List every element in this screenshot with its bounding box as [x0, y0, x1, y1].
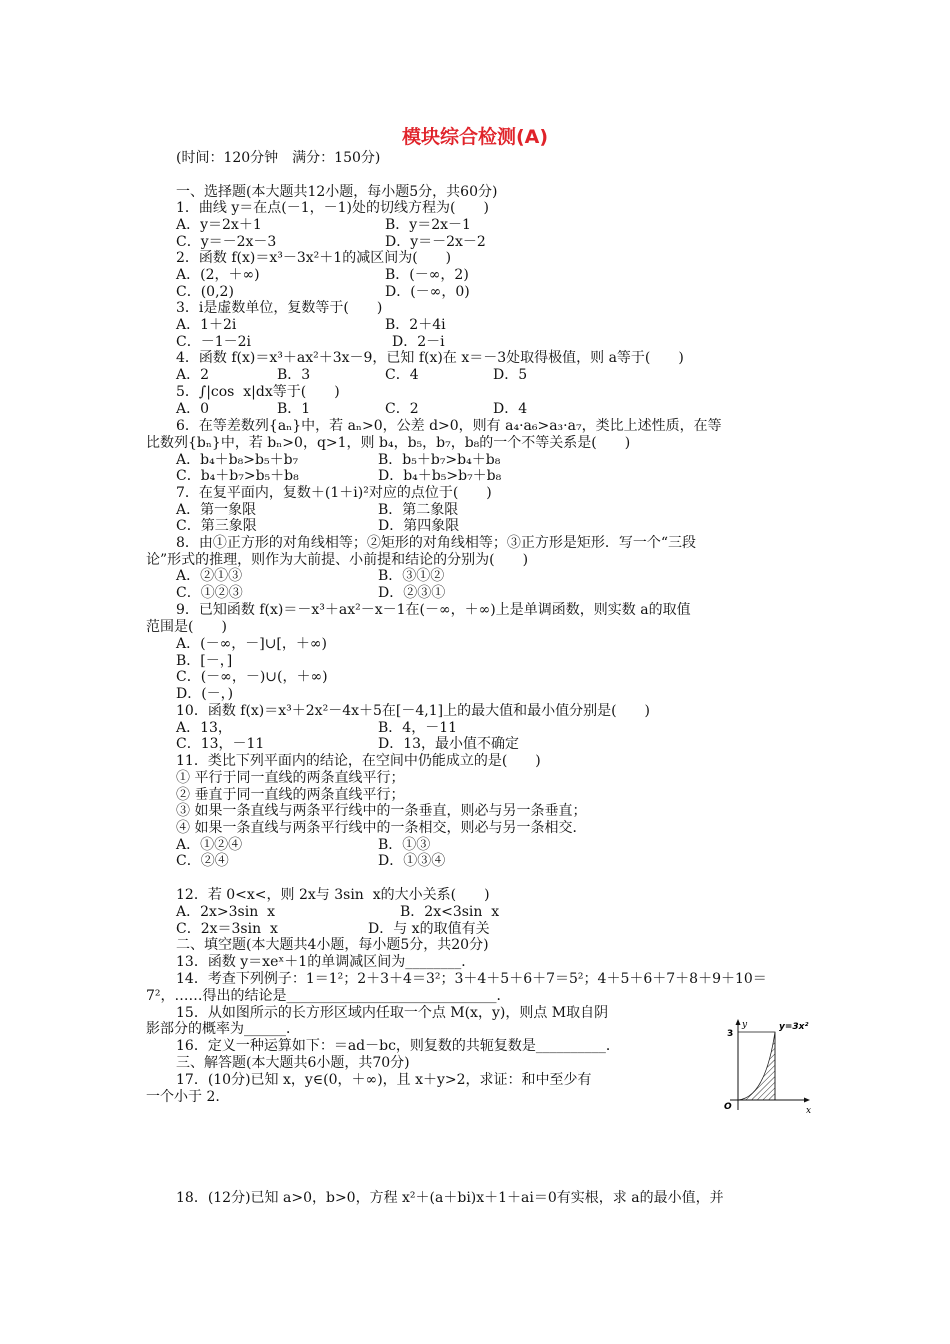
- question-12-option-b: B．2x<3sin x: [400, 904, 500, 920]
- page-title: 模块综合检测(A): [401, 126, 549, 148]
- question-2-stem: 2．函数 f(x)＝x³－3x²＋1的减区间为( ): [176, 250, 452, 266]
- tick-label-3: 3: [727, 1029, 734, 1039]
- question-6-option-b: B．b₅＋b₇>b₄＋b₈: [378, 452, 501, 468]
- question-4-stem: 4．函数 f(x)＝x³＋ax²＋3x－9，已知 f(x)在 x＝－3处取得极值，则 a等于( ): [176, 350, 684, 366]
- question-7-stem: 7．在复平面内，复数＋(1＋i)²对应的点位于( ): [176, 485, 492, 501]
- question-14-line-1: 14．考查下列例子：1＝1²；2＋3＋4＝3²；3＋4＋5＋6＋7＝5²；4＋5＋6＋7＋8＋9＋10＝: [176, 971, 767, 987]
- question-7-option-a: A．第一象限: [176, 502, 257, 518]
- question-15-line-2: 影部分的概率为______．: [146, 1021, 300, 1037]
- question-11-option-b: B．①③: [378, 837, 431, 853]
- question-3-option-b: B．2＋4i: [385, 317, 446, 333]
- y-axis-arrow-icon: [736, 1019, 741, 1025]
- question-7-option-b: B．第二象限: [378, 502, 459, 518]
- section-heading-choice: 一、选择题(本大题共12小题，每小题5分，共60分): [176, 184, 498, 200]
- question-17-line-2: 一个小于 2.: [146, 1089, 220, 1105]
- question-7-option-c: C．第三象限: [176, 518, 257, 534]
- question-8-option-a: A．②①③: [176, 568, 243, 584]
- question-10-stem: 10．函数 f(x)＝x³＋2x²－4x＋5在[－4,1]上的最大值和最小值分别是( ): [176, 703, 651, 719]
- question-11-statement-1: ① 平行于同一直线的两条直线平行；: [176, 770, 405, 786]
- section-heading-fill: 二、填空题(本大题共4小题，每小题5分，共20分): [176, 937, 489, 953]
- question-1-option-b: B．y＝2x－1: [385, 217, 471, 233]
- question-12-stem: 12．若 0<x<，则 2x与 3sin x的大小关系( ): [176, 887, 490, 903]
- question-6-stem-line-1: 6．在等差数列{aₙ}中，若 aₙ>0，公差 d>0，则有 a₄·a₆>a₃·a₇，类比上述性质，在等: [176, 418, 722, 434]
- origin-label: O: [724, 1102, 732, 1112]
- question-5-option-a: A．0: [176, 401, 210, 417]
- question-10-option-b: B．4，－11: [378, 720, 458, 736]
- question-11-statement-4: ④ 如果一条直线与两条平行线中的一条相交，则必与另一条相交．: [176, 820, 587, 836]
- question-9-option-c: C．(－∞，－)∪(，＋∞): [176, 669, 328, 685]
- question-9-option-d: D．(－，): [176, 686, 234, 702]
- question-2-option-b: B．(－∞，2): [385, 267, 469, 283]
- question-5-stem: 5．∫|cos x|dx等于( ): [176, 384, 340, 400]
- question-11-option-d: D．①③④: [378, 853, 446, 869]
- question-12-option-c: C．2x＝3sin x: [176, 921, 278, 937]
- question-3-option-d: D．2－i: [392, 334, 445, 350]
- question-8-stem-line-1: 8．由①正方形的对角线相等；②矩形的对角线相等；③正方形是矩形．写一个“三段: [176, 535, 697, 551]
- question-10-option-c: C．13，－11: [176, 736, 265, 752]
- shaded-region: [738, 1032, 775, 1100]
- question-1-option-d: D．y＝－2x－2: [385, 234, 486, 250]
- question-8-option-b: B．③①②: [378, 568, 445, 584]
- question-9-stem-line-1: 9．已知函数 f(x)＝－x³＋ax²－x－1在(－∞，＋∞)上是单调函数，则实数 a的取值: [176, 602, 691, 618]
- exam-info: (时间：120分钟 满分：150分): [176, 150, 381, 166]
- y-axis-label: y: [742, 1020, 748, 1030]
- question-11-statement-2: ② 垂直于同一直线的两条直线平行；: [176, 787, 405, 803]
- question-16: 16．定义一种运算如下：＝ad－bc，则复数的共轭复数是__________．: [176, 1038, 620, 1054]
- question-4-option-a: A．2: [176, 367, 210, 383]
- question-14-line-2: 7²，……得出的结论是______________________________．: [146, 988, 511, 1004]
- x-axis-label: x: [806, 1106, 812, 1114]
- question-18: 18．(12分)已知 a>0，b>0，方程 x²＋(a＋bi)x＋1＋ai＝0有实根，求 a的最小值，并: [176, 1190, 724, 1206]
- question-8-option-d: D．②③①: [378, 585, 446, 601]
- question-6-option-c: C．b₄＋b₇>b₅＋b₈: [176, 468, 299, 484]
- question-3-stem: 3．i是虚数单位，复数等于( ): [176, 300, 383, 316]
- question-9-option-b: B．[－，]: [176, 653, 233, 669]
- question-1-stem: 1．曲线 y＝在点(－1，－1)处的切线方程为( ): [176, 200, 489, 216]
- question-2-option-d: D．(－∞，0): [385, 284, 470, 300]
- section-heading-answer: 三、解答题(本大题共6小题，共70分): [176, 1055, 410, 1071]
- question-10-option-d: D．13，最小值不确定: [378, 736, 520, 752]
- question-4-option-b: B．3: [277, 367, 311, 383]
- question-2-option-a: A．(2，＋∞): [176, 267, 260, 283]
- question-1-option-a: A．y＝2x＋1: [176, 217, 262, 233]
- question-11-option-c: C．②④: [176, 853, 229, 869]
- x-axis-arrow-icon: [804, 1098, 810, 1103]
- question-5-option-c: C．2: [385, 401, 419, 417]
- question-9-stem-line-2: 范围是( ): [146, 619, 227, 635]
- question-17-line-1: 17．(10分)已知 x，y∈(0，＋∞)，且 x＋y>2，求证：和中至少有: [176, 1072, 592, 1088]
- question-12-option-d: D．与 x的取值有关: [368, 921, 490, 937]
- question-1-option-c: C．y＝－2x－3: [176, 234, 277, 250]
- question-4-option-c: C．4: [385, 367, 419, 383]
- question-13: 13．函数 y＝xeˣ＋1的单调减区间为________．: [176, 954, 476, 970]
- question-3-option-c: C．－1－2i: [176, 334, 252, 350]
- question-4-option-d: D．5: [493, 367, 528, 383]
- question-5-option-b: B．1: [277, 401, 311, 417]
- question-7-option-d: D．第四象限: [378, 518, 460, 534]
- question-3-option-a: A．1＋2i: [176, 317, 237, 333]
- question-11-statement-3: ③ 如果一条直线与两条平行线中的一条垂直，则必与另一条垂直；: [176, 803, 587, 819]
- question-2-option-c: C．(0,2): [176, 284, 234, 300]
- question-8-option-c: C．①②③: [176, 585, 243, 601]
- question-6-option-d: D．b₄＋b₅>b₇＋b₈: [378, 468, 502, 484]
- question-15-line-1: 15．从如图所示的长方形区域内任取一个点 M(x，y)，则点 M取自阴: [176, 1005, 609, 1021]
- question-9-option-a: A．(－∞，－]∪[，＋∞): [176, 636, 328, 652]
- question-8-stem-line-2: 论”形式的推理，则作为大前提、小前提和结论的分别为( ): [146, 552, 529, 568]
- curve-label: y=3x²: [779, 1022, 809, 1032]
- question-10-option-a: A．13，: [176, 720, 232, 736]
- question-6-option-a: A．b₄＋b₈>b₅＋b₇: [176, 452, 299, 468]
- question-11-stem: 11．类比下列平面内的结论，在空间中仍能成立的是( ): [176, 753, 541, 769]
- question-6-stem-line-2: 比数列{bₙ}中，若 bₙ>0，q>1，则 b₄，b₅，b₇，b₈的一个不等关系是( ): [146, 435, 631, 451]
- question-11-option-a: A．①②④: [176, 837, 243, 853]
- question-5-option-d: D．4: [493, 401, 528, 417]
- region-figure: [720, 1018, 820, 1114]
- question-12-option-a: A．2x>3sin x: [176, 904, 276, 920]
